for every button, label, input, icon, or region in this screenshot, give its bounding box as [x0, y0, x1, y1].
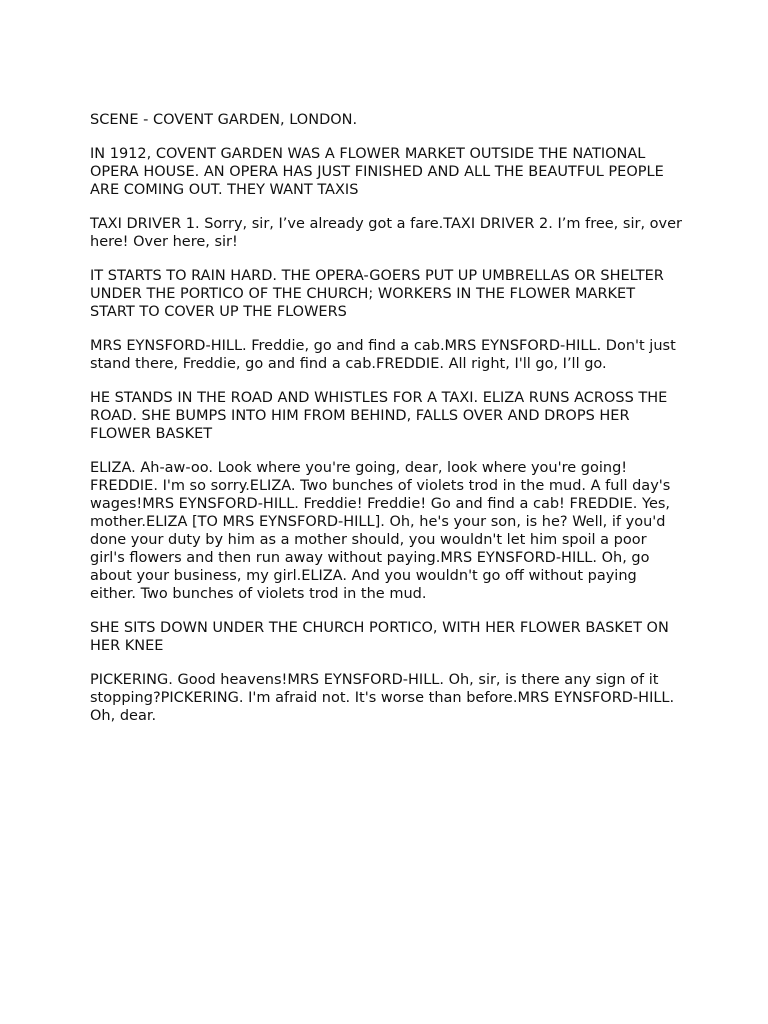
stage-direction: IN 1912, COVENT GARDEN WAS A FLOWER MARKET OUTSIDE THE NATIONAL OPERA HOUSE. AN OPERA HAS JUST FINISHED AND ALL THE BEAUTFUL PEOPLE ARE COMING OUT. THEY WANT TAXIS	[90, 146, 664, 198]
dialogue-paragraph: TAXI DRIVER 1. Sorry, sir, I’ve already got a fare.TAXI DRIVER 2. I’m free, sir, over here! Over here, sir!	[90, 216, 683, 250]
stage-direction: IT STARTS TO RAIN HARD. THE OPERA-GOERS PUT UP UMBRELLAS OR SHELTER UNDER THE PORTICO OF THE CHURCH; WORKERS IN THE FLOWER MARKET START TO COVER UP THE FLOWERS	[90, 268, 664, 320]
document-body	[90, 111, 682, 741]
dialogue-paragraph: PICKERING. Good heavens!MRS EYNSFORD-HILL. Oh, sir, is there any sign of it stopping?PICKERING. I'm afraid not. It's worse than before.MRS EYNSFORD-HILL. Oh, dear.	[90, 672, 675, 724]
scene-heading: SCENE - COVENT GARDEN, LONDON.	[90, 112, 358, 128]
stage-direction: SHE SITS DOWN UNDER THE CHURCH PORTICO, WITH HER FLOWER BASKET ON HER KNEE	[90, 620, 669, 654]
dialogue-paragraph: MRS EYNSFORD-HILL. Freddie, go and find a cab.MRS EYNSFORD-HILL. Don't just stand there, Freddie, go and find a cab.FREDDIE. All right, I'll go, I’ll go.	[90, 338, 676, 372]
dialogue-paragraph: ELIZA. Ah-aw-oo. Look where you're going, dear, look where you're going! FREDDIE. I'm so sorry.ELIZA. Two bunches of violets trod in the mud. A full day's wages!MRS EYNSFORD-HILL. Freddie! Freddie! Go and find a cab! FREDDIE. Yes, mother.ELIZA [TO MRS EYNSFORD-HILL]. Oh, he's your son, is he? Well, if you'd done your duty by him as a mother should, you wouldn't let him spoil a poor girl's flowers and then run away without paying.MRS EYNSFORD-HILL. Oh, go about your business, my girl.ELIZA. And you wouldn't go off without paying either. Two bunches of violets trod in the mud.	[90, 460, 671, 602]
stage-direction: HE STANDS IN THE ROAD AND WHISTLES FOR A TAXI. ELIZA RUNS ACROSS THE ROAD. SHE BUMPS INTO HIM FROM BEHIND, FALLS OVER AND DROPS HER FLOWER BASKET	[90, 390, 668, 442]
